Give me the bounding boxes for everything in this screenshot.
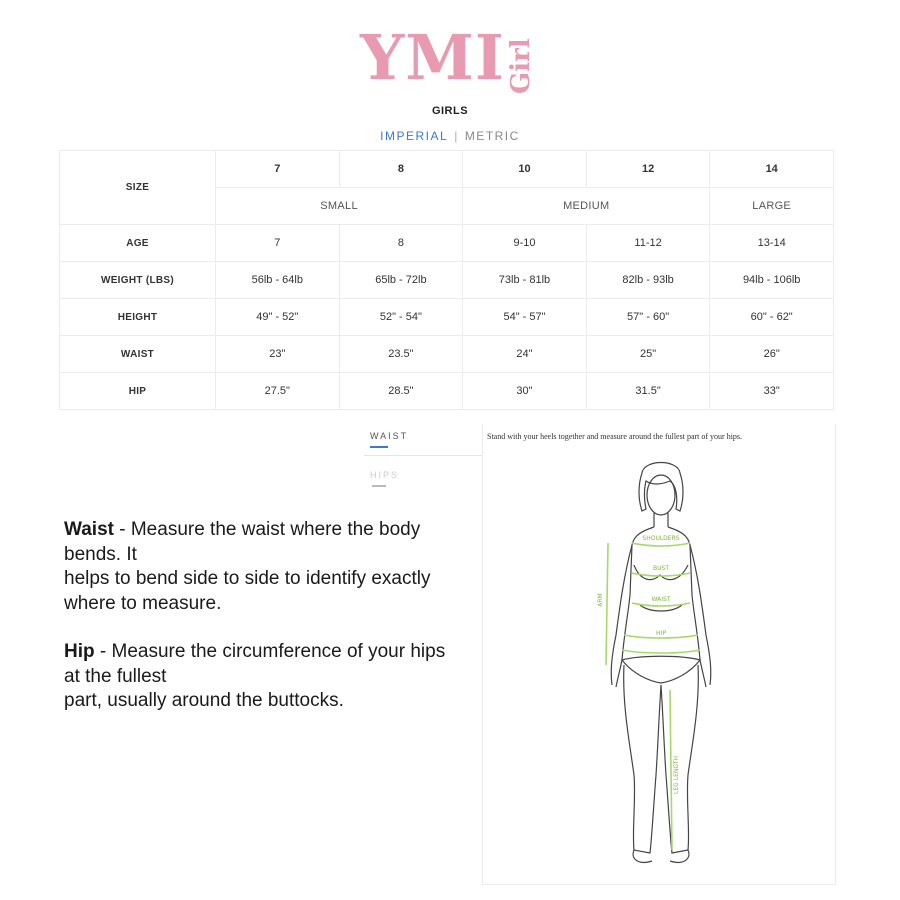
size-cell: 14 [710, 151, 834, 188]
table-cell: 24" [463, 336, 587, 373]
row-label-hip: HIP [60, 373, 216, 410]
row-label-height: HEIGHT [60, 299, 216, 336]
tab-hips[interactable]: HIPS [370, 470, 400, 480]
table-row [60, 373, 834, 410]
size-group-large: LARGE [710, 188, 834, 225]
table-cell: 23.5" [339, 336, 463, 373]
waist-term: Waist [64, 519, 114, 540]
unit-separator: | [454, 129, 459, 143]
bust-label: BUST [653, 565, 669, 572]
size-cell: 12 [586, 151, 710, 188]
leg-length-label: LEG LENGTH [673, 756, 680, 794]
tab-divider [364, 455, 482, 456]
size-group-small: SMALL [216, 188, 463, 225]
table-cell: 25" [586, 336, 710, 373]
table-cell: 52" - 54" [339, 299, 463, 336]
table-cell: 31.5" [586, 373, 710, 410]
waist-label: WAIST [651, 596, 671, 603]
arm-label: ARM [597, 593, 604, 607]
measure-caption: Stand with your heels together and measure around the fullest part of your hips. [487, 432, 743, 441]
table-cell: 27.5" [216, 373, 340, 410]
table-cell: 82lb - 93lb [586, 262, 710, 299]
table-row [60, 299, 834, 336]
table-cell: 11-12 [586, 225, 710, 262]
table-row [60, 225, 834, 262]
table-cell: 33" [710, 373, 834, 410]
row-label-waist: WAIST [60, 336, 216, 373]
waist-text-2: helps to bend side to side to identify exactly where to measure. [64, 568, 431, 614]
unit-metric-button[interactable]: METRIC [464, 129, 520, 143]
page-title: GIRLS [431, 105, 469, 117]
table-cell: 60" - 62" [710, 299, 834, 336]
table-cell: 9-10 [463, 225, 587, 262]
body-outline-icon [560, 455, 760, 875]
tab-waist-indicator [370, 446, 388, 448]
size-label: SIZE [60, 151, 216, 225]
tab-waist[interactable]: WAIST [370, 431, 409, 441]
row-label-age: AGE [60, 225, 216, 262]
row-label-weight: WEIGHT (LBS) [60, 262, 216, 299]
size-header-row [60, 151, 834, 188]
hip-description [64, 640, 464, 714]
hip-text-2: part, usually around the buttocks. [64, 690, 344, 711]
unit-toggle [0, 129, 900, 143]
brand-logo [360, 22, 550, 102]
unit-imperial-button[interactable]: IMPERIAL [380, 129, 449, 143]
shoulders-label: SHOULDERS [642, 535, 680, 542]
size-cell: 7 [216, 151, 340, 188]
table-cell: 23" [216, 336, 340, 373]
table-row [60, 336, 834, 373]
table-cell: 28.5" [339, 373, 463, 410]
table-cell: 13-14 [710, 225, 834, 262]
table-cell: 7 [216, 225, 340, 262]
brand-sub: Girl [506, 38, 536, 94]
table-cell: 8 [339, 225, 463, 262]
table-cell: 56lb - 64lb [216, 262, 340, 299]
brand-name: YMI [360, 21, 505, 94]
table-cell: 65lb - 72lb [339, 262, 463, 299]
tab-hips-indicator [372, 485, 386, 487]
table-cell: 30" [463, 373, 587, 410]
table-cell: 26" [710, 336, 834, 373]
table-row [60, 262, 834, 299]
waist-description [64, 518, 464, 616]
table-cell: 73lb - 81lb [463, 262, 587, 299]
table-cell: 49" - 52" [216, 299, 340, 336]
size-group-medium: MEDIUM [463, 188, 710, 225]
hip-text-1: - Measure the circumference of your hips at the fullest [64, 641, 446, 687]
size-cell: 8 [339, 151, 463, 188]
table-cell: 54" - 57" [463, 299, 587, 336]
waist-text-1: - Measure the waist where the body bends. It [64, 519, 421, 565]
size-chart-table [59, 150, 834, 410]
table-cell: 57" - 60" [586, 299, 710, 336]
hip-label: HIP [656, 630, 666, 637]
size-cell: 10 [463, 151, 587, 188]
hip-term: Hip [64, 641, 95, 662]
table-cell: 94lb - 106lb [710, 262, 834, 299]
